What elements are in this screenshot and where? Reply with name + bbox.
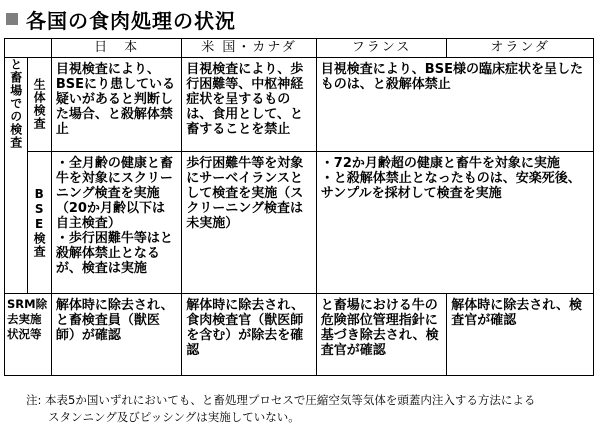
header-usa-canada: 米 国・カナダ [182, 39, 317, 58]
page-title: 各国の食肉処理の状況 [26, 8, 236, 33]
srm-japan: 解体時に除去され、と畜検査員（獣医師）が確認 [55, 298, 174, 343]
header-france: フランス [316, 39, 446, 58]
header-japan: 日 本 [51, 39, 181, 58]
bse-france-nl-item-2: ・と殺解体禁止となったものは、安楽死後、サンプルを採材して検査を実施 [320, 171, 581, 201]
header-row [5, 39, 594, 58]
header-blank [5, 39, 52, 58]
srm-usa: 解体時に除去され、食肉検査官（獣医師を含む）が除去を確認 [186, 298, 305, 358]
bse-japan-item-1: ・全月齢の健康と畜牛を対象にスクリーニング検査を実施（20か月齢以下は自主検査） [55, 156, 173, 231]
srm-row [5, 294, 594, 376]
footnote [26, 392, 586, 426]
bse-usa: 歩行困難牛等を対象にサーベイランスとして検査を実施（スクリーニング検査は未実施） [186, 156, 304, 231]
bse-label-cell [28, 152, 51, 294]
bse-row [5, 152, 594, 294]
outer-label-cell [5, 58, 28, 294]
srm-france: と畜場における牛の危険部位管理指針に基づき除去され、検査官が確認 [320, 298, 439, 358]
seitai-japan: 目視検査により、BSEにり患している疑いがあると判断した場合、と殺解体禁止 [55, 62, 176, 137]
header-netherlands: オランダ [447, 39, 594, 58]
seitai-label: 生体検査 [32, 78, 47, 130]
bse-france-nl-item-1: ・72か月齢超の健康と畜牛を対象に実施 [320, 156, 560, 171]
seitai-label-cell [28, 58, 51, 152]
bse-japan [52, 152, 181, 278]
comparison-table [4, 38, 594, 376]
seitai-france-nl: 目視検査により、BSE様の臨床症状を呈したものは、と殺解体禁止 [320, 62, 583, 92]
seitai-usa: 目視検査により、歩行困難等、中枢神経症状を呈するものは、食用として、と畜することを禁止 [186, 62, 304, 137]
title-square-icon [6, 13, 18, 25]
footnote-line-2: スタンニング及びピッシングは実施していない。 [48, 410, 300, 424]
bse-japan-item-2: ・歩行困難牛等はと殺解体禁止となるが、検査は実施 [55, 231, 173, 276]
bse-label: BSE検査 [32, 186, 47, 258]
title-bar [6, 6, 236, 32]
seitai-row [5, 58, 594, 152]
footnote-line-1: 注: 本表5か国いずれにおいても、と畜処理プロセスで圧縮空気等気体を頭蓋内注入する方法による [26, 393, 536, 407]
outer-label: と畜場での検査 [8, 58, 23, 149]
srm-label: SRM除去実施状況等 [7, 297, 48, 341]
srm-netherlands: 解体時に除去され、検査官が確認 [451, 298, 582, 328]
bse-france-nl [317, 152, 593, 203]
